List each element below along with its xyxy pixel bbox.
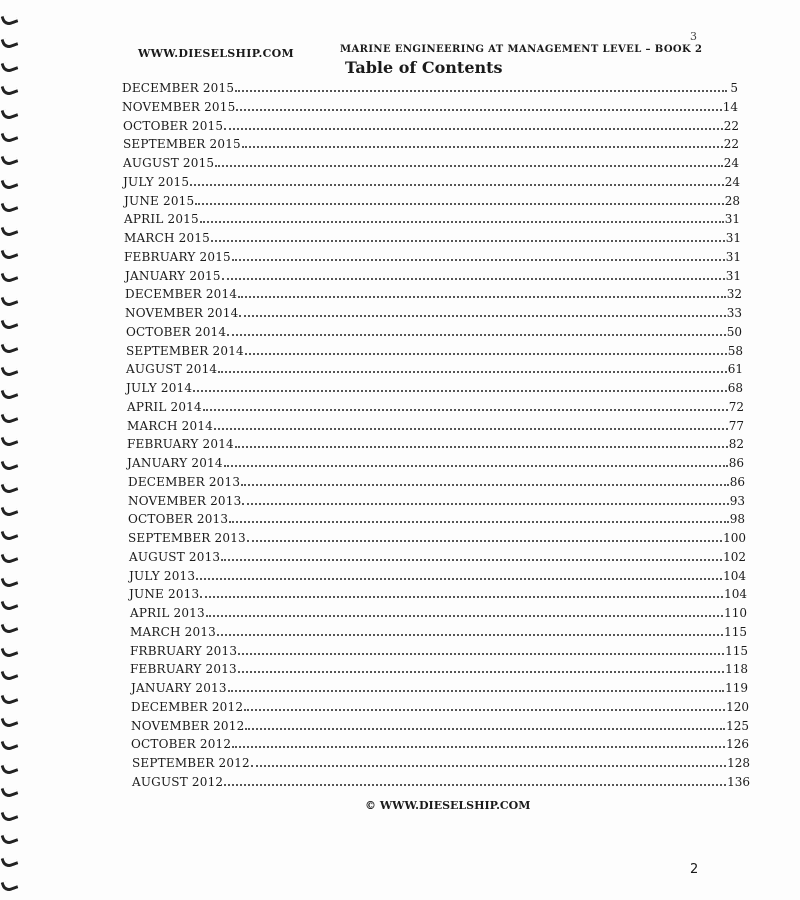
toc-entry-label: DECEMBER 2012 — [131, 699, 244, 714]
toc-leader-dots — [236, 109, 721, 111]
toc-entry-page: 82 — [728, 437, 744, 452]
toc-entry-label: FEBRUARY 2015 — [124, 249, 231, 264]
toc-entry — [129, 569, 746, 583]
toc-leader-dots — [241, 484, 729, 486]
toc-leader-dots — [222, 278, 725, 280]
toc-entry-label: JULY 2014 — [126, 381, 193, 395]
toc-entry-page: 33 — [726, 306, 742, 320]
toc-entry — [130, 625, 747, 639]
toc-entry-page: 86 — [728, 456, 744, 470]
toc-entry-page: 110 — [724, 606, 747, 620]
toc-leader-dots — [206, 615, 723, 617]
toc-leader-dots — [245, 353, 727, 355]
toc-entry-label: OCTOBER 2012 — [131, 737, 232, 752]
toc-entry — [131, 700, 749, 714]
toc-entry — [122, 81, 738, 95]
toc-leader-dots — [238, 671, 724, 673]
toc-entry-label: FEBRUARY 2014 — [127, 437, 234, 452]
toc-leader-dots — [229, 521, 728, 523]
toc-entry — [129, 587, 747, 601]
toc-entry-label: NOVEMBER 2015 — [122, 99, 236, 114]
toc-leader-dots — [244, 709, 725, 711]
toc-entry — [125, 269, 741, 283]
toc-entry-page: 120 — [726, 699, 749, 714]
toc-leader-dots — [224, 128, 722, 130]
toc-entry-page: 100 — [723, 531, 746, 545]
toc-leader-dots — [238, 296, 726, 298]
toc-entry — [126, 344, 743, 358]
toc-leader-dots — [195, 203, 723, 205]
toc-leader-dots — [190, 184, 724, 186]
toc-entry — [132, 756, 750, 770]
toc-entry — [130, 606, 747, 620]
toc-leader-dots — [217, 634, 723, 636]
toc-entry — [128, 494, 745, 508]
toc-leader-dots — [196, 578, 722, 580]
toc-entry — [123, 137, 739, 151]
toc-entry-page: 58 — [727, 343, 743, 358]
toc-entry-label: DECEMBER 2014 — [125, 287, 238, 302]
toc-entry-page: 31 — [725, 231, 741, 245]
toc-leader-dots — [200, 596, 723, 598]
toc-entry-label: MARCH 2014 — [127, 418, 213, 433]
toc-entry-label: JUNE 2015 — [124, 193, 195, 208]
toc-leader-dots — [247, 540, 722, 542]
toc-leader-dots — [193, 390, 727, 392]
toc-entry-label: JANUARY 2015 — [125, 268, 221, 283]
toc-entry — [124, 231, 741, 245]
toc-entry — [126, 362, 743, 376]
toc-entry-label: AUGUST 2015 — [123, 156, 215, 170]
toc-entry-label: SEPTEMBER 2015 — [123, 137, 241, 152]
toc-entry-page: 119 — [725, 681, 748, 695]
toc-entry-page: 104 — [723, 568, 746, 583]
toc-entry — [131, 681, 748, 695]
toc-entry-label: APRIL 2015 — [124, 212, 199, 227]
toc-entry-page: 72 — [728, 399, 744, 414]
toc-entry-page: 22 — [723, 118, 739, 133]
toc-leader-dots — [227, 334, 725, 336]
toc-entry-label: NOVEMBER 2014 — [125, 306, 239, 320]
toc-entry — [123, 119, 739, 133]
toc-entry — [125, 287, 742, 301]
toc-entry-page: 31 — [725, 268, 741, 283]
toc-entry-page: 136 — [727, 774, 750, 789]
toc-entry-page: 14 — [722, 99, 738, 114]
toc-leader-dots — [203, 409, 728, 411]
header-book-title: MARINE ENGINEERING AT MANAGEMENT LEVEL – BOOK 2 — [340, 44, 703, 55]
toc-entry — [123, 156, 739, 170]
toc-entry-page: 50 — [726, 324, 742, 339]
toc-entry-label: AUGUST 2012 — [132, 774, 224, 789]
toc-entry-page: 93 — [729, 493, 745, 508]
toc-entry-label: DECEMBER 2015 — [122, 81, 235, 95]
toc-entry — [124, 250, 741, 264]
toc-leader-dots — [242, 503, 728, 505]
toc-entry-label: OCTOBER 2014 — [126, 324, 227, 339]
header-website: WWW.DIESELSHIP.COM — [138, 47, 294, 60]
toc-entry — [124, 194, 740, 208]
toc-entry-label: JUNE 2013 — [129, 587, 200, 602]
toc-entry-label: JANUARY 2013 — [131, 681, 227, 695]
toc-leader-dots — [224, 784, 726, 786]
toc-entry — [128, 475, 745, 489]
toc-entry — [127, 456, 744, 470]
toc-leader-dots — [218, 371, 726, 373]
toc-entry-label: FRBRUARY 2013 — [130, 643, 238, 658]
toc-entry-page: 104 — [724, 587, 747, 602]
toc-leader-dots — [235, 446, 728, 448]
toc-entry-label: JULY 2015 — [123, 174, 190, 189]
toc-entry — [124, 212, 740, 226]
toc-entry-page: 28 — [724, 193, 740, 208]
toc-entry-label: OCTOBER 2013 — [128, 512, 229, 527]
toc-entry-label: FEBRUARY 2013 — [130, 662, 237, 677]
toc-entry-page: 31 — [725, 249, 741, 264]
toc-entry-label: NOVEMBER 2012 — [131, 718, 245, 733]
toc-leader-dots — [221, 559, 722, 561]
toc-leader-dots — [232, 746, 725, 748]
toc-entry-page: 77 — [728, 418, 744, 433]
toc-leader-dots — [251, 765, 726, 767]
toc-leader-dots — [232, 259, 725, 261]
toc-leader-dots — [242, 146, 723, 148]
toc-entry-page: 102 — [723, 549, 746, 564]
toc-entry-page: 98 — [729, 512, 745, 527]
toc-leader-dots — [224, 465, 728, 467]
toc-entry — [129, 550, 746, 564]
toc-entry — [126, 381, 743, 395]
toc-entry-page: 126 — [726, 737, 749, 752]
toc-entry — [132, 775, 750, 789]
toc-leader-dots — [214, 428, 728, 430]
toc-entry-page: 32 — [726, 287, 742, 302]
toc-entry — [128, 512, 745, 526]
toc-entry-page: 22 — [723, 137, 739, 152]
toc-entry-page: 61 — [727, 362, 743, 377]
toc-entry-label: JANUARY 2014 — [127, 456, 223, 470]
toc-entry — [130, 662, 748, 676]
toc-leader-dots — [238, 653, 724, 655]
toc-entry — [125, 306, 742, 320]
toc-entry — [127, 419, 744, 433]
toc-entry-label: JULY 2013 — [129, 568, 196, 583]
toc-entry-label: APRIL 2013 — [130, 606, 205, 620]
toc-entry — [131, 719, 749, 733]
toc-entry-page: 86 — [729, 474, 745, 489]
toc-leader-dots — [200, 221, 724, 223]
toc-entry-page: 68 — [727, 381, 743, 395]
page-number: 2 — [690, 862, 699, 877]
toc-entry-page: 118 — [725, 662, 748, 677]
toc-entry-label: NOVEMBER 2013 — [128, 493, 242, 508]
toc-entry-label: MARCH 2013 — [130, 624, 216, 639]
toc-entry — [126, 325, 742, 339]
toc-entry-label: AUGUST 2014 — [126, 362, 218, 377]
toc-entry — [127, 400, 744, 414]
toc-entry-label: SEPTEMBER 2014 — [126, 343, 244, 358]
toc-entry — [128, 531, 746, 545]
toc-leader-dots — [215, 165, 722, 167]
toc-entry — [127, 437, 744, 451]
toc-entry-page: 24 — [724, 174, 740, 189]
toc-entry-label: AUGUST 2013 — [129, 549, 221, 564]
toc-entry-page: 128 — [727, 756, 750, 770]
toc-entry-label: OCTOBER 2015 — [123, 118, 224, 133]
toc-entry-label: SEPTEMBER 2013 — [128, 531, 246, 545]
footer-copyright: © WWW.DIESELSHIP.COM — [365, 799, 531, 812]
toc-entry-page: 5 — [730, 81, 738, 95]
toc-leader-dots — [239, 315, 725, 317]
toc-entry — [122, 100, 738, 114]
toc-leader-dots — [235, 90, 727, 92]
toc-entry — [123, 175, 740, 189]
toc-entry-page: 24 — [723, 156, 739, 170]
toc-entry-page: 125 — [726, 718, 749, 733]
page-title: Table of Contents — [345, 58, 503, 77]
toc-leader-dots — [245, 728, 725, 730]
toc-entry — [130, 644, 748, 658]
toc-entry-label: APRIL 2014 — [127, 399, 202, 414]
toc-entry — [131, 737, 749, 751]
toc-leader-dots — [211, 240, 725, 242]
toc-entry-label: MARCH 2015 — [124, 231, 210, 245]
toc-entry-label: DECEMBER 2013 — [128, 474, 241, 489]
toc-entry-page: 115 — [725, 643, 748, 658]
toc-entry-label: SEPTEMBER 2012 — [132, 756, 250, 770]
toc-leader-dots — [228, 690, 724, 692]
corner-page-number: 3 — [690, 30, 697, 43]
toc-entry-page: 115 — [724, 624, 747, 639]
toc-entry-page: 31 — [724, 212, 740, 227]
